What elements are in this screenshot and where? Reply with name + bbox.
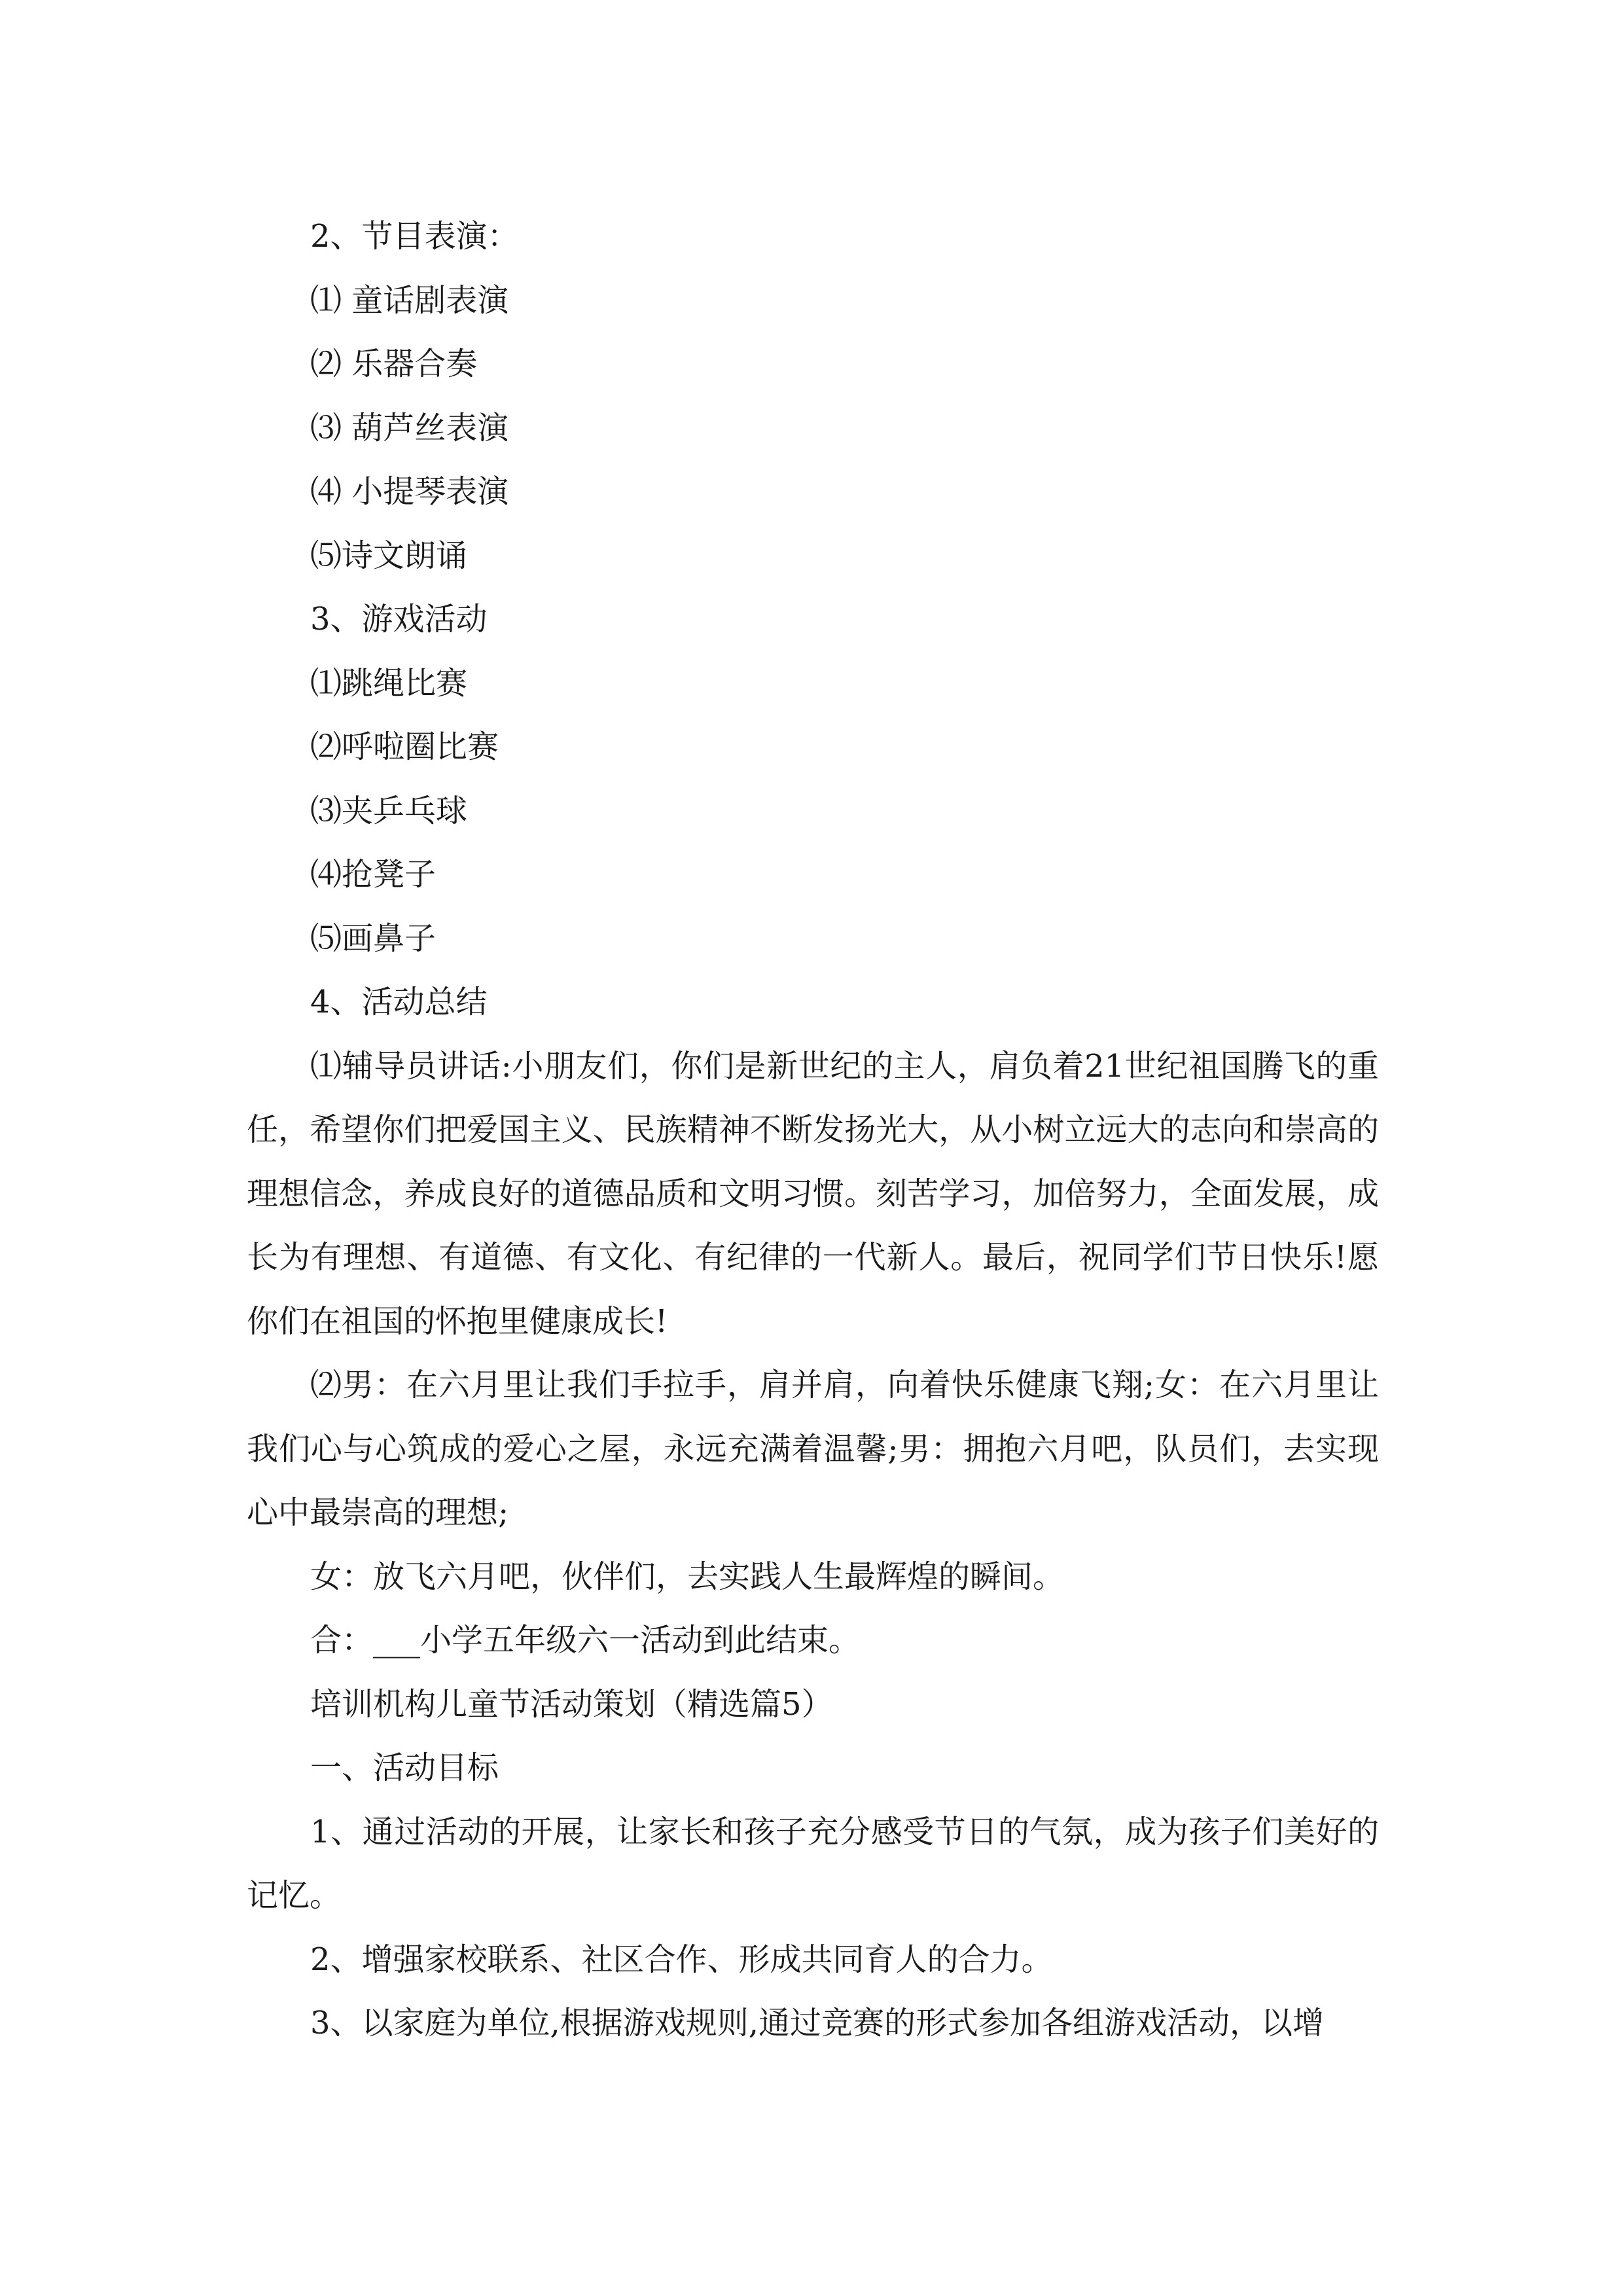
dialogue-line-chorus: 合：___小学五年级六一活动到此结束。 <box>310 1622 861 1659</box>
section-title: 培训机构儿童节活动策划（精选篇5） <box>310 1685 833 1723</box>
document-body <box>247 205 1379 2056</box>
list-item: ⑶夹乒乓球 <box>310 792 468 829</box>
paragraph-goal-3: 3、以家庭为单位,根据游戏规则,通过竞赛的形式参加各组游戏活动，以增 <box>310 2005 1325 2041</box>
heading-activity-goals: 一、活动目标 <box>310 1749 499 1786</box>
list-item: ⑶ 葫芦丝表演 <box>310 409 509 446</box>
paragraph-goal-1: 1、通过活动的开展，让家长和孩子充分感受节日的气氛，成为孩子们美好的记忆。 <box>247 1813 1379 1914</box>
section-heading-performance: 2、节目表演： <box>310 218 519 255</box>
paragraph-goal-2: 2、增强家校联系、社区合作、形成共同育人的合力。 <box>310 1941 1053 1978</box>
section-heading-games: 3、游戏活动 <box>310 601 488 637</box>
list-item: ⑸诗文朗诵 <box>310 537 468 574</box>
list-item: ⑷抢凳子 <box>310 856 437 893</box>
paragraph-dialogue: ⑵男：在六月里让我们手拉手，肩并肩，向着快乐健康飞翔;女：在六月里让我们心与心筑成的爱心之屋，永远充满着温馨;男：拥抱六月吧，队员们，去实现心中最崇高的理想; <box>247 1367 1379 1531</box>
list-item: ⑵呼啦圈比赛 <box>310 728 499 765</box>
paragraph-counselor-speech: ⑴辅导员讲话:小朋友们，你们是新世纪的主人，肩负着21世纪祖国腾飞的重任，希望你们把爱国主义、民族精神不断发扬光大，从小树立远大的志向和崇高的理想信念，养成良好的道德品质和文明习惯。刻苦学习，加倍努力，全面发展，成长为有理想、有道德、有文化、有纪律的一代新人。最后，祝同学们节日快乐!愿你们在祖国的怀抱里健康成长! <box>247 1047 1379 1340</box>
list-item: ⑷ 小提琴表演 <box>310 473 509 510</box>
list-item: ⑸画鼻子 <box>310 920 437 957</box>
list-item: ⑵ 乐器合奏 <box>310 346 478 382</box>
dialogue-line-female: 女：放飞六月吧，伙伴们，去实践人生最辉煌的瞬间。 <box>310 1558 1065 1595</box>
section-heading-summary: 4、活动总结 <box>310 984 488 1020</box>
list-item: ⑴跳绳比赛 <box>310 664 468 702</box>
list-item: ⑴ 童话剧表演 <box>310 281 509 319</box>
